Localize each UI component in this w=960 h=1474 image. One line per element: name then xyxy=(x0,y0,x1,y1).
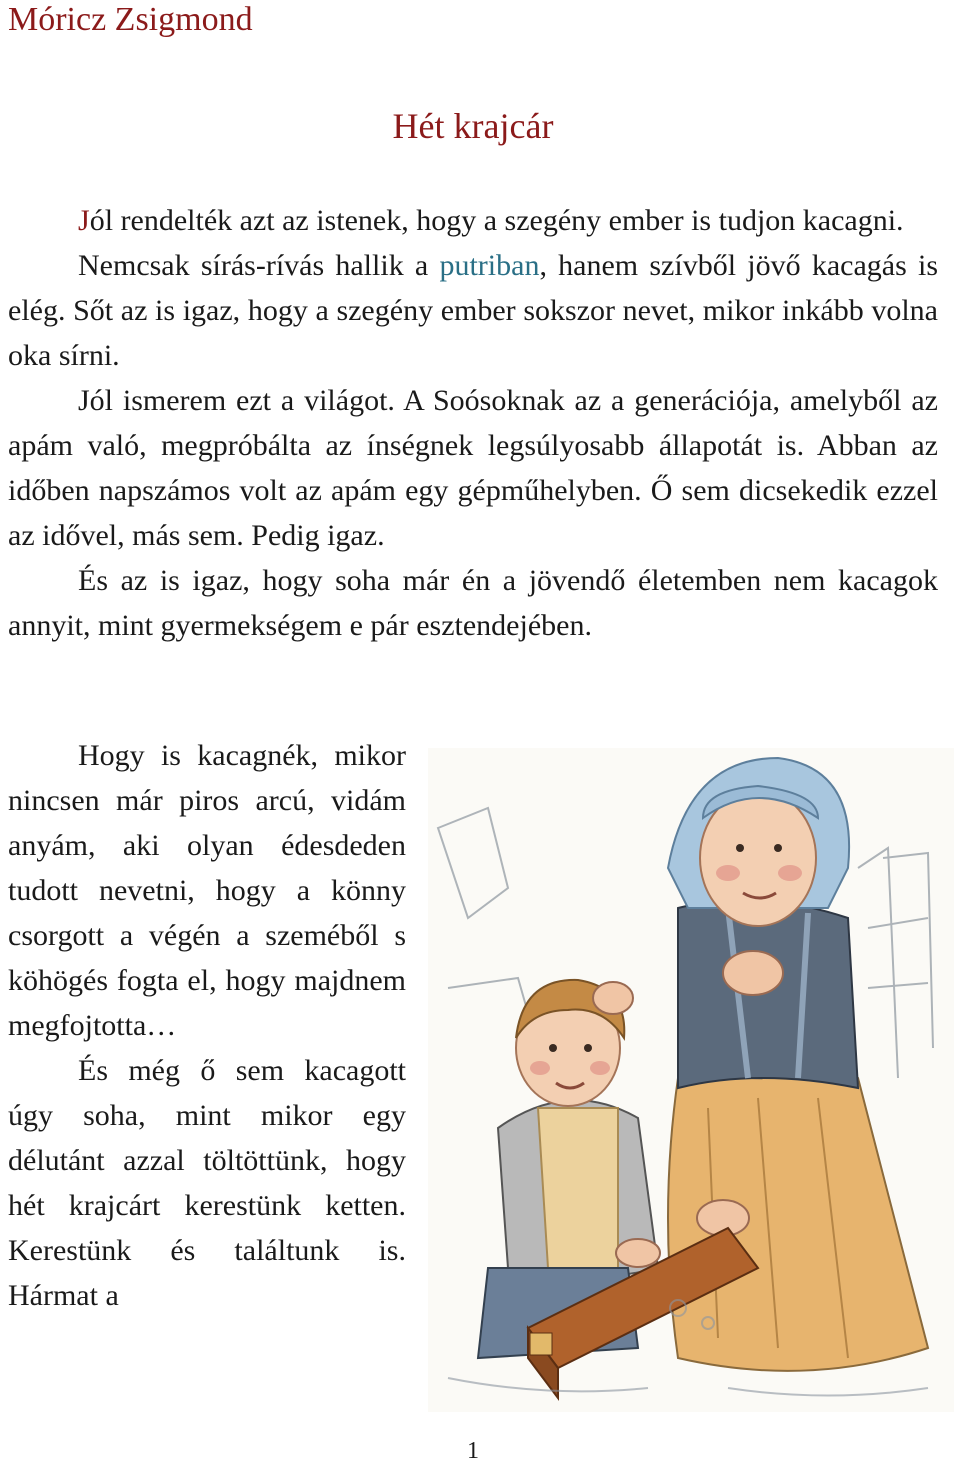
page-number: 1 xyxy=(467,1438,479,1464)
paragraph-2-start: Nemcsak sírás-rívás hallik a xyxy=(78,249,440,282)
paragraph-1-text: ól rendelték azt az istenek, hogy a szegény ember is tudjon kacagni. xyxy=(89,204,904,237)
paragraph-3: Jól ismerem ezt a világot. A Soósoknak az a generációja, amelyből az apám való, megpróbálta az ínségnek legsúlyosabb állapotát is. Abban az időben napszámos volt az apám egy gépműhelyben. Ő sem dicsekedik ezzel az idővel, más sem. Pedig igaz. xyxy=(8,384,938,552)
initial-letter: J xyxy=(78,204,90,237)
paragraph-5: Hogy is kacagnék, mikor nincsen már piros arcú, vidám anyám, aki olyan édesdeden tudott nevetni, hogy a könny csorgott a végén a szeméből s köhögés fogta el, hogy majdnem megfojtotta… xyxy=(8,739,406,1042)
paragraph-6: És még ő sem kacagott úgy soha, mint mikor egy délutánt azzal töltöttünk, hogy hét krajcárt kerestünk ketten. Kerestünk és találtunk is. Hármat a xyxy=(8,1054,406,1312)
paragraph-2-end: , hanem szívből jövő kacagás is elég. Sőt az is igaz, hogy a szegény ember sokszor nevet, mikor inkább volna oka sírni. xyxy=(8,249,938,372)
mother-and-child-drawing xyxy=(428,748,954,1412)
story-title: Hét krajcár xyxy=(392,106,554,146)
author-name: Móricz Zsigmond xyxy=(8,1,253,38)
story-body-column xyxy=(8,733,406,1318)
story-illustration xyxy=(428,748,954,1412)
paragraph-2 xyxy=(8,243,938,378)
paragraph-4: És az is igaz, hogy soha már én a jövendő életemben nem kacagok annyit, mint gyermekségem e pár esztendejében. xyxy=(8,564,938,642)
story-body-top xyxy=(8,198,938,648)
glossary-link[interactable]: putriban xyxy=(439,249,540,282)
paragraph-1 xyxy=(8,198,938,243)
